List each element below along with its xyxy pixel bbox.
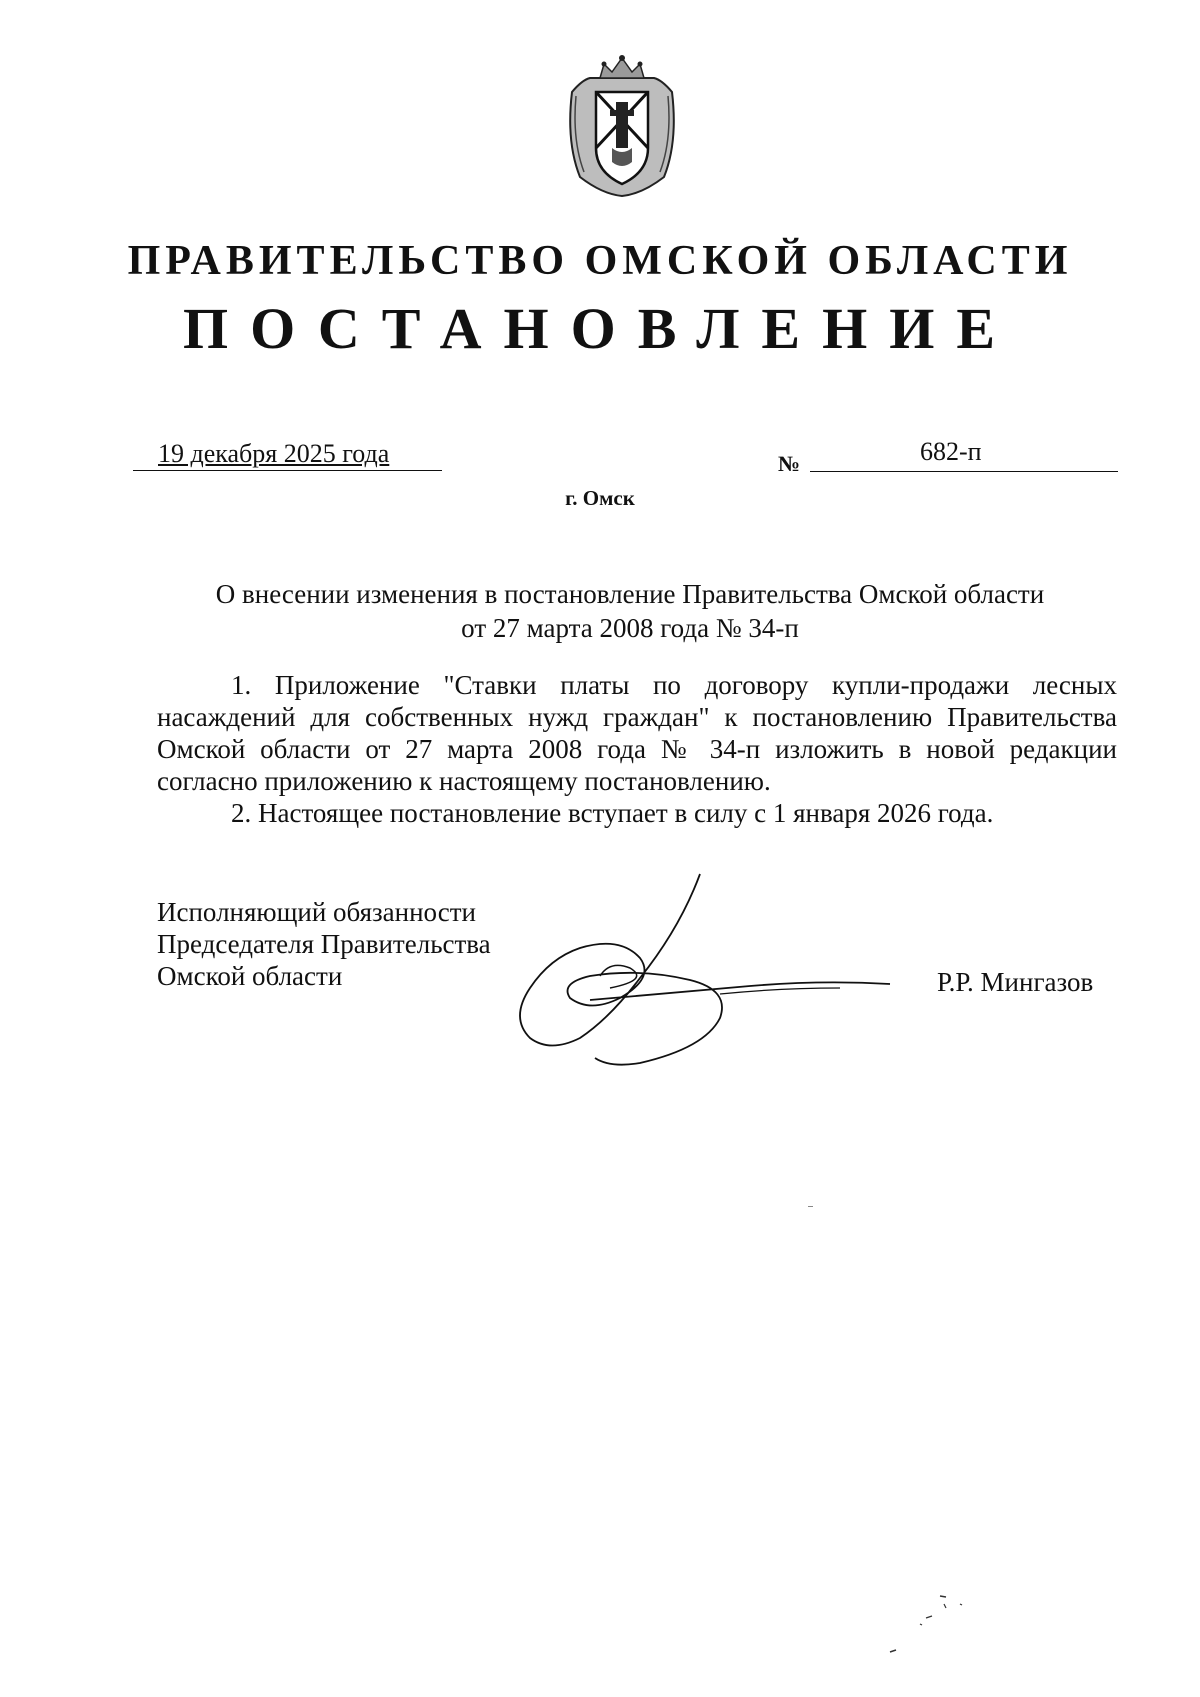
document-body: [157, 669, 1117, 829]
signature-icon: [490, 868, 900, 1068]
coat-of-arms-icon: [562, 52, 682, 197]
paragraph-2: 2. Настоящее постановление вступает в силу с 1 января 2026 года.: [231, 798, 994, 828]
signer-position-line-3: Омской области: [157, 961, 343, 991]
organization-title: ПРАВИТЕЛЬСТВО ОМСКОЙ ОБЛАСТИ: [127, 238, 1073, 284]
subject-line-1: О внесении изменения в постановление Правительства Омской области: [215, 579, 1045, 609]
scan-speck: [808, 1206, 813, 1207]
document-number: 682-п: [920, 437, 982, 466]
subject-line-2: от 27 марта 2008 года № 34-п: [461, 613, 799, 643]
document-date: 19 декабря 2025 года: [158, 439, 390, 468]
document-subject: [180, 577, 1080, 645]
signer-name: Р.Р. Мингазов: [937, 967, 1094, 997]
scan-specks: [860, 1590, 980, 1670]
signer-position-line-2: Председателя Правительства: [157, 929, 491, 959]
document-type-title: ПОСТАНОВЛЕНИЕ: [182, 296, 1018, 361]
number-sign: №: [778, 451, 801, 476]
paragraph-1: 1. Приложение "Ставки платы по договору купли-продажи лесных насаждений для собственных нужд граждан" к постановлению Правительства Омской области от 27 марта 2008 года № 34-п изложить в новой редакции согласно приложению к настоящему постановлению.: [157, 670, 1117, 796]
city: г. Омск: [565, 486, 635, 510]
signer-position: [157, 896, 491, 992]
signer-position-line-1: Исполняющий обязанности: [157, 897, 476, 927]
